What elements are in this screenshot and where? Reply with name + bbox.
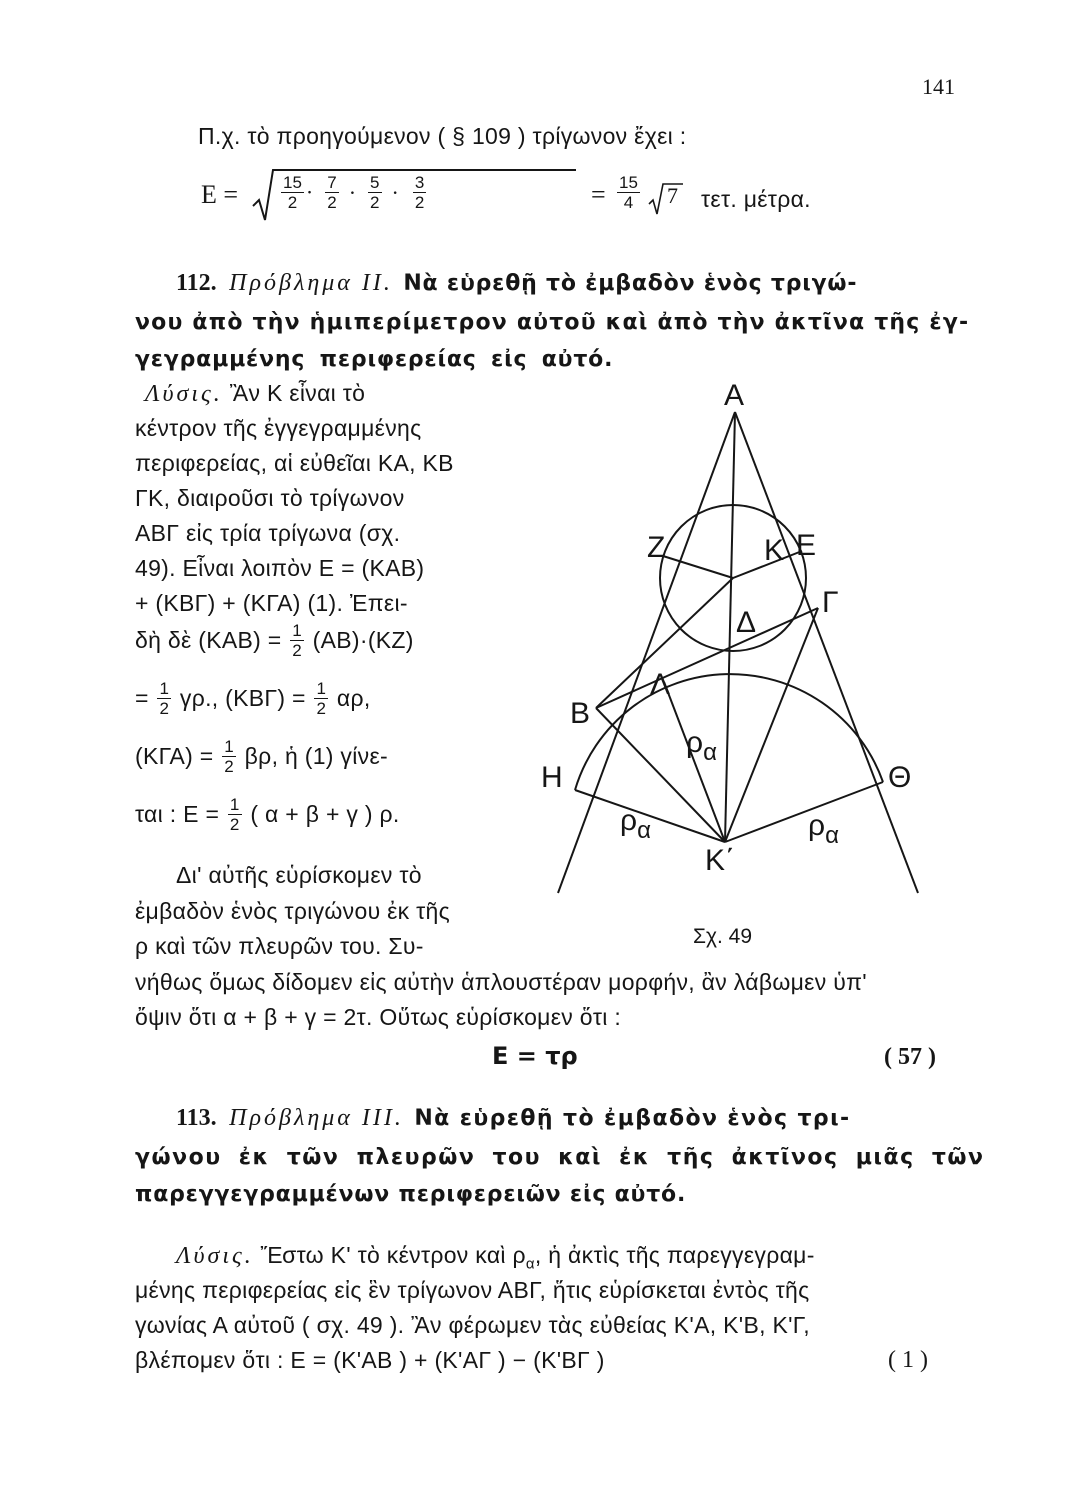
line-kprime-b: [596, 708, 725, 842]
half-fraction: $\frac{1}{2}$: [292, 621, 302, 660]
paragraph2-line4: νήθως ὅμως δίδομεν εἰς αὐτὴν ἁπλουστέραν μορφήν, ἂν λάβωμεν ὑπ': [135, 969, 867, 995]
result-fraction: $\frac{15}{4}$: [619, 173, 638, 212]
label-d: Δ: [736, 606, 757, 639]
label-e: Ε: [796, 529, 817, 562]
fraction-4: $\frac{3}{2}$: [414, 173, 425, 212]
label-g: Γ: [822, 586, 839, 619]
solution-113-line1: Λύσις. Ἔστω Κ' τὸ κέντρον καὶ $\rho_\alpha$, ἡ ἀκτὶς τῆς παρεγγεγραμ-: [176, 1242, 815, 1273]
half-fraction: $\frac{1}{2}$: [229, 795, 240, 834]
section-113-heading-line3: παρεγγεγραμμένων περιφερειῶν εἰς αὐτό.: [135, 1182, 687, 1207]
solution-label: Λύσις.: [145, 381, 223, 407]
section-113-heading-line1: 113. Πρόβλημα III. Νὰ εὑρεθῇ τὸ ἐμβαδὸν ἑνὸς τρι-: [176, 1105, 851, 1131]
section-113-title: Πρόβλημα III.: [229, 1105, 404, 1131]
fraction-1: $\frac{15}{2}$: [283, 173, 302, 212]
line-k-z: [663, 556, 733, 578]
label-rho-right: $\rho_\alpha$: [808, 809, 839, 849]
solution-label: Λύσις.: [176, 1243, 254, 1269]
solution-112-line5: ΑΒΓ εἰς τρία τρίγωνα (σχ.: [135, 520, 401, 546]
formula-lhs: E =: [201, 180, 239, 209]
example-intro: Π.χ. τὸ προηγούμενον ( § 109 ) τρίγωνον ἔχει :: [198, 123, 687, 149]
paragraph2-line3: ρ καὶ τῶν πλευρῶν του. Συ-: [135, 933, 424, 959]
solution-113-equation-number: ( 1 ): [888, 1347, 928, 1373]
solution-112-line7: + (ΚΒΓ) + (ΚΓΑ) (1). Ἐπει-: [135, 590, 408, 616]
fraction-3: $\frac{5}{2}$: [370, 173, 380, 212]
solution-112-line6: 49). Εἶναι λοιπὸν Ε = (ΚΑΒ): [135, 555, 425, 581]
formula-57-number: ( 57 ): [884, 1044, 936, 1070]
solution-112-line4: ΓΚ, διαιροῦσι τὸ τρίγωνον: [135, 485, 405, 511]
figure-49: [540, 370, 960, 960]
section-112-title: Πρόβλημα II.: [229, 270, 393, 296]
section-113-number: 113.: [176, 1105, 217, 1131]
paragraph2-line5: ὄψιν ὅτι α + β + γ = 2τ. Οὕτως εὑρίσκομεν ὅτι :: [135, 1004, 622, 1030]
solution-112-line9: = $\frac{1}{2}$ γρ., (ΚΒΓ) = $\frac{1}{2}$ αρ,: [135, 679, 371, 718]
section-112-number: 112.: [176, 270, 217, 296]
page-number: 141: [922, 74, 955, 99]
formula-57: Ε = τρ: [492, 1042, 578, 1070]
line-kprime-th: [725, 782, 883, 842]
solution-112-line1: Λύσις. Ἂν Κ εἶναι τὸ: [145, 380, 366, 407]
label-z: Ζ: [647, 531, 666, 564]
section-112-heading-line3: γεγραμμένης περιφερείας εἰς αὐτό.: [135, 347, 614, 372]
solution-112-line11: ται : Ε = $\frac{1}{2}$ ( α + β + γ ) ρ.: [135, 795, 400, 834]
label-b: Β: [570, 697, 591, 730]
section-113-heading-line2: γώνου ἐκ τῶν πλευρῶν του καὶ ἐκ τῆς ἀκτῖνος μιᾶς τῶν: [135, 1145, 985, 1170]
label-l: Λ: [650, 668, 671, 701]
solution-112-line8: δὴ δὲ (ΚΑΒ) = $\frac{1}{2}$ (ΑΒ)·(ΚΖ): [135, 621, 414, 660]
result-root: 7: [667, 183, 678, 208]
paragraph2-line1: Δι' αὐτῆς εὑρίσκομεν τὸ: [176, 862, 422, 888]
label-k: Κ: [764, 534, 785, 567]
label-rho-left: $\rho_\alpha$: [620, 804, 651, 844]
solution-112-line10: (ΚΓΑ) = $\frac{1}{2}$ βρ, ἡ (1) γίνε-: [135, 737, 388, 776]
label-th: Θ: [888, 761, 912, 794]
label-rho-center: $\rho_\alpha$: [686, 726, 717, 766]
triangle-side-ag: [735, 412, 918, 893]
section-112-heading-line2: νου ἀπὸ τὴν ἡμιπερίμετρον αὐτοῦ καὶ ἀπὸ τὴν ἀκτῖνα τῆς ἐγ-: [135, 310, 970, 335]
half-fraction: $\frac{1}{2}$: [316, 679, 327, 718]
figure-caption: Σχ. 49: [693, 925, 753, 948]
solution-113-line2: μένης περιφερείας εἰς ἓν τρίγωνον ΑΒΓ, ἥτις εὑρίσκεται ἐντὸς τῆς: [135, 1277, 810, 1303]
solution-112-line2: κέντρον τῆς ἐγγεγραμμένης: [135, 415, 422, 441]
formula-equals: =: [591, 180, 606, 209]
half-fraction: $\frac{1}{2}$: [159, 679, 170, 718]
half-fraction: $\frac{1}{2}$: [224, 737, 234, 776]
line-k-to-a: [725, 412, 735, 842]
solution-113-line4: βλέπομεν ὅτι : Ε = (Κ'ΑΒ ) + (Κ'ΑΓ ) − (Κ'ΒΓ ): [135, 1347, 605, 1373]
unit-label: τετ. μέτρα.: [701, 186, 811, 212]
section-112-heading-line1: 112. Πρόβλημα II. Νὰ εὑρεθῇ τὸ ἐμβαδὸν ἑνὸς τριγώ-: [176, 270, 858, 296]
fraction-2: $\frac{7}{2}$: [327, 173, 337, 212]
solution-113-line3: γωνίας Α αὐτοῦ ( σχ. 49 ). Ἂν φέρωμεν τὰς εὐθείας Κ'Α, Κ'Β, Κ'Γ,: [135, 1312, 810, 1338]
label-h: Η: [541, 761, 563, 794]
label-a: Α: [724, 379, 745, 412]
paragraph2-line2: ἐμβαδὸν ἑνὸς τριγώνου ἐκ τῆς: [135, 898, 451, 924]
solution-112-line3: περιφερείας, αἱ εὐθεῖαι ΚΑ, ΚΒ: [135, 450, 454, 476]
label-kprime: Κ΄: [705, 844, 735, 877]
